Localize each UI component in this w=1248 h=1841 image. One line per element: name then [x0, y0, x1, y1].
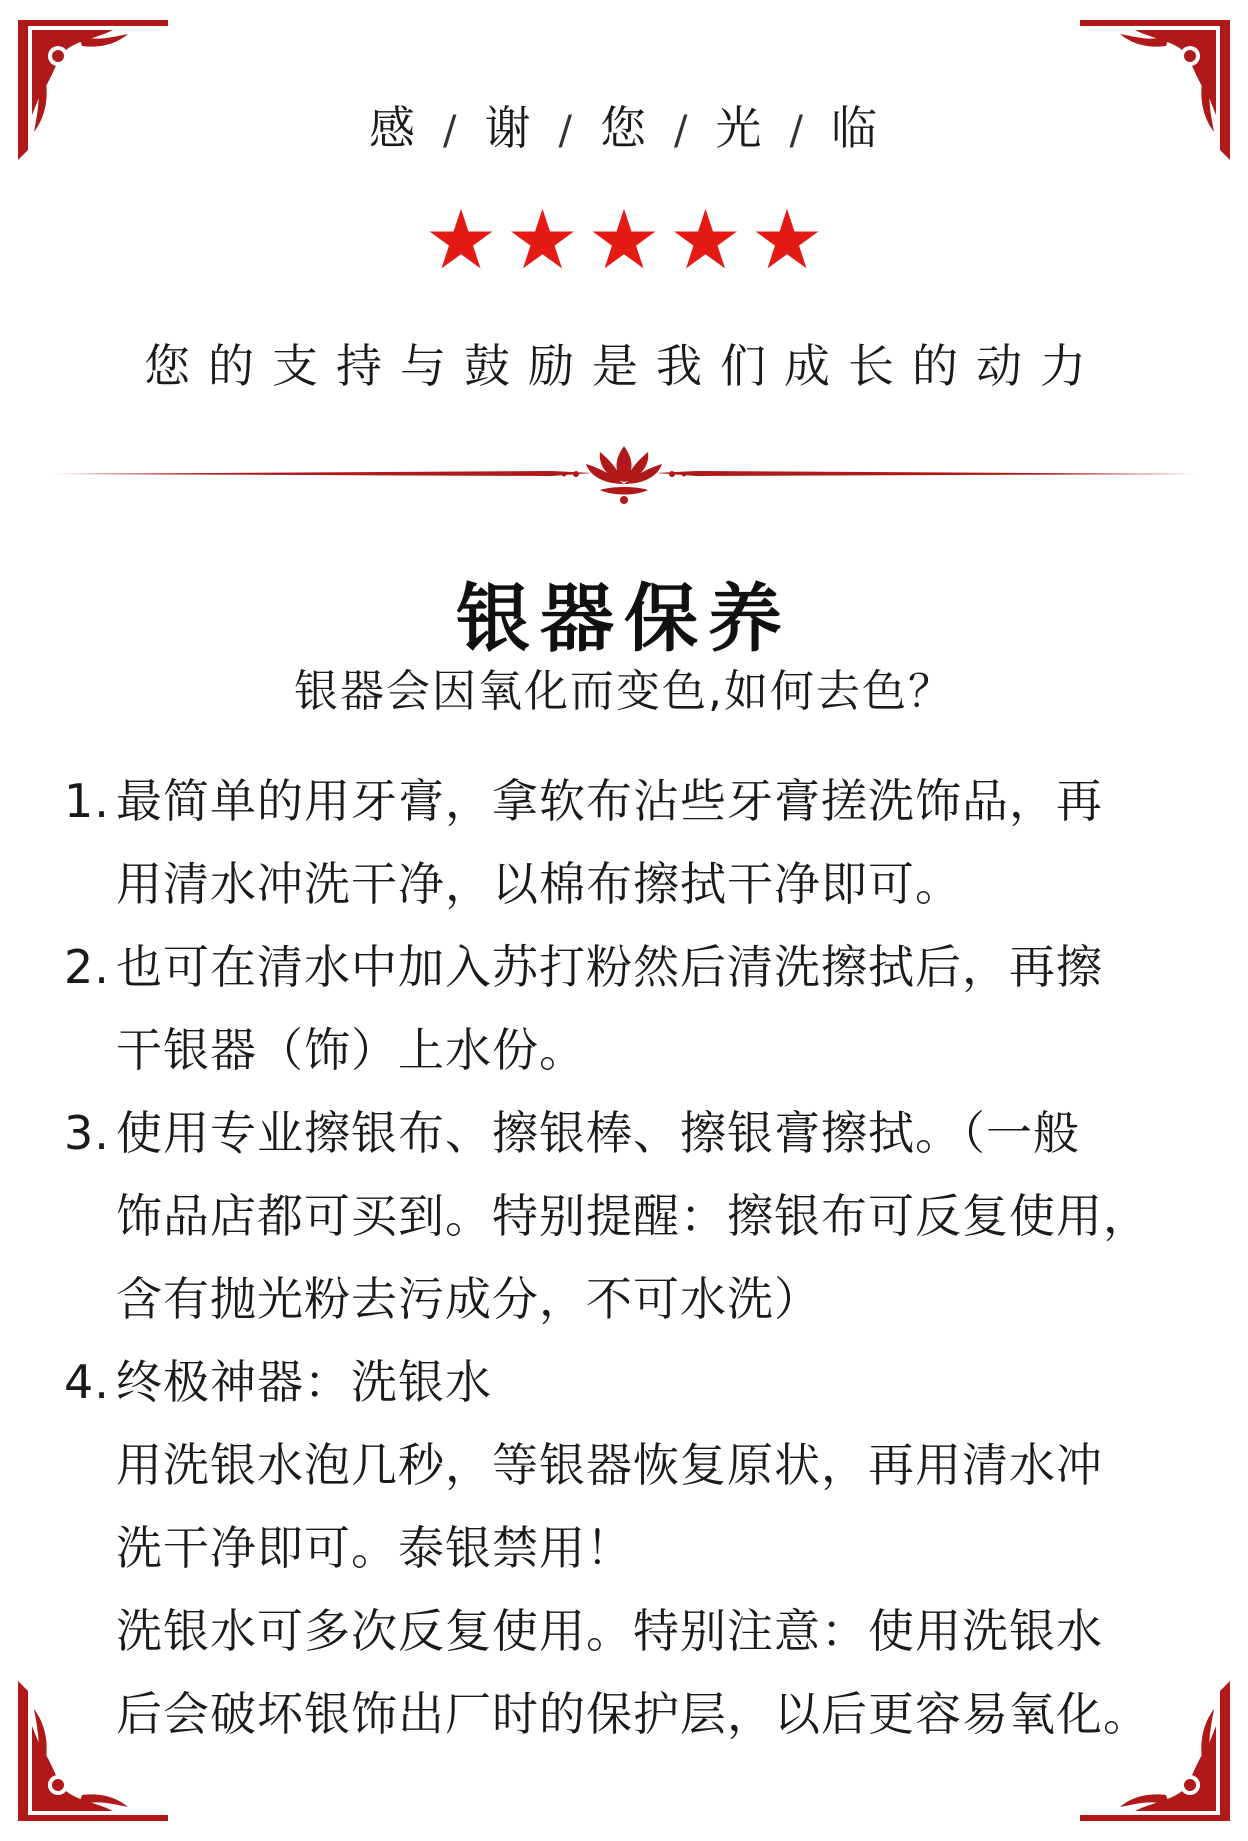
- item-line: 使用专业擦银布、擦银棒、擦银膏擦拭。（一般: [116, 1106, 1080, 1160]
- article-title: 银器保养: [456, 576, 792, 662]
- separator: /: [443, 108, 459, 154]
- item-line: 也可在清水中加入苏打粉然后清洗擦拭后，再擦: [116, 940, 1103, 994]
- rating-stars: [0, 193, 1248, 288]
- thanks-char: 临: [830, 101, 879, 155]
- item-line: 用清水冲洗干净，以棉布擦拭干净即可。: [116, 857, 962, 911]
- thanks-char: 您: [600, 101, 648, 155]
- item-number: 2.: [64, 940, 110, 994]
- thanks-char: 光: [715, 101, 764, 155]
- separator: /: [789, 108, 805, 154]
- motto-text: 您的支持与鼓励是我们成长的动力: [144, 339, 1104, 393]
- separator: /: [674, 108, 690, 154]
- item-line: 洗干净即可。泰银禁用！: [116, 1521, 633, 1575]
- item-line: 饰品店都可买到。特别提醒：擦银布可反复使用，: [116, 1189, 1150, 1243]
- item-number: 3.: [64, 1106, 110, 1160]
- lotus-icon: [586, 446, 662, 504]
- article-subtitle: 银器会因氧化而变色,如何去色？: [294, 666, 954, 717]
- star-icon: ★: [424, 193, 498, 288]
- star-icon: ★: [587, 193, 661, 288]
- item-line: 洗银水可多次反复使用。特别注意：使用洗银水: [116, 1604, 1103, 1658]
- instruction-item: [64, 1341, 1194, 1756]
- item-line: 终极神器：洗银水: [116, 1355, 492, 1409]
- item-line: 最简单的用牙膏，拿软布沾些牙膏搓洗饰品，再: [116, 774, 1103, 828]
- separator: /: [558, 108, 574, 154]
- thanks-char: 感: [369, 101, 418, 155]
- item-line: 用洗银水泡几秒，等银器恢复原状，再用清水冲: [116, 1438, 1103, 1492]
- instruction-item: [64, 1092, 1194, 1341]
- item-line: 含有抛光粉去污成分，不可水洗）: [116, 1272, 821, 1326]
- lotus-divider: [52, 438, 1196, 508]
- star-icon: ★: [668, 193, 743, 288]
- instruction-item: [64, 926, 1194, 1092]
- care-instructions: [64, 760, 1194, 1756]
- thanks-heading: [0, 92, 1248, 158]
- item-number: 4.: [64, 1355, 110, 1409]
- star-icon: ★: [505, 193, 580, 288]
- item-line: 干银器（饰）上水份。: [116, 1023, 586, 1077]
- item-number: 1.: [64, 774, 110, 828]
- star-icon: ★: [750, 193, 824, 288]
- instruction-item: [64, 760, 1194, 926]
- item-line: 后会破坏银饰出厂时的保护层，以后更容易氧化。: [116, 1687, 1150, 1741]
- thanks-char: 谢: [484, 101, 533, 155]
